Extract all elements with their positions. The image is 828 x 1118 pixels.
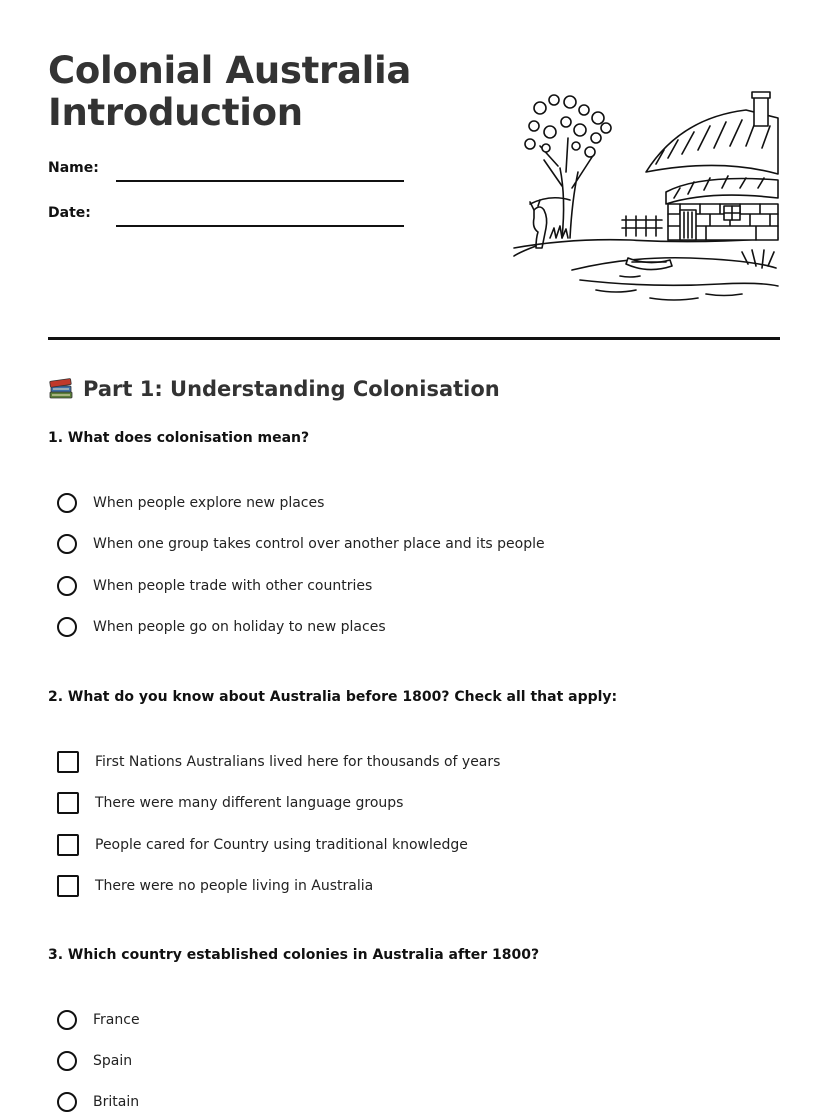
checkbox[interactable]	[57, 834, 79, 856]
option-label: There were many different language groups	[95, 795, 404, 811]
option-label: Spain	[93, 1053, 133, 1069]
checkbox[interactable]	[57, 875, 79, 897]
part-1-heading	[48, 374, 500, 404]
q2-option-3[interactable]	[57, 833, 468, 857]
q3-option-3[interactable]	[57, 1090, 139, 1114]
option-label: When people explore new places	[93, 495, 325, 511]
radio-button[interactable]	[57, 1092, 77, 1112]
radio-button[interactable]	[57, 617, 77, 637]
q2-option-2[interactable]	[57, 791, 403, 815]
radio-button[interactable]	[57, 576, 77, 596]
part-1-title: Part 1: Understanding Colonisation	[83, 377, 500, 401]
question-3: 3. Which country established colonies in Australia after 1800?	[48, 947, 540, 963]
checkbox[interactable]	[57, 792, 79, 814]
option-label: When people trade with other countries	[93, 578, 373, 594]
q1-option-3[interactable]	[57, 574, 372, 598]
question-2: 2. What do you know about Australia before 1800? Check all that apply:	[48, 689, 618, 705]
title-line-1: Colonial Australia	[48, 49, 412, 92]
q1-option-1[interactable]	[57, 491, 324, 515]
option-label: First Nations Australians lived here for thousands of years	[95, 754, 501, 770]
option-label: When one group takes control over another place and its people	[93, 536, 545, 552]
q1-option-2[interactable]	[57, 532, 545, 556]
cottage-illustration	[510, 88, 782, 318]
q2-option-1[interactable]	[57, 750, 500, 774]
option-label: When people go on holiday to new places	[93, 619, 386, 635]
q2-option-4[interactable]	[57, 874, 373, 898]
title-line-2: Introduction	[48, 91, 303, 134]
name-field[interactable]	[116, 180, 404, 182]
option-label: People cared for Country using traditional knowledge	[95, 837, 468, 853]
q3-option-1[interactable]	[57, 1008, 140, 1032]
name-label: Name:	[48, 160, 99, 176]
worksheet-title	[48, 50, 411, 134]
radio-button[interactable]	[57, 1010, 77, 1030]
section-divider	[48, 337, 780, 340]
radio-button[interactable]	[57, 493, 77, 513]
date-label: Date:	[48, 205, 91, 221]
checkbox[interactable]	[57, 751, 79, 773]
option-label: Britain	[93, 1094, 140, 1110]
date-field[interactable]	[116, 225, 404, 227]
question-1: 1. What does colonisation mean?	[48, 430, 310, 446]
q3-option-2[interactable]	[57, 1049, 132, 1073]
radio-button[interactable]	[57, 534, 77, 554]
option-label: France	[93, 1012, 140, 1028]
option-label: There were no people living in Australia	[95, 878, 374, 894]
q1-option-4[interactable]	[57, 615, 386, 639]
radio-button[interactable]	[57, 1051, 77, 1071]
books-icon	[48, 376, 74, 402]
